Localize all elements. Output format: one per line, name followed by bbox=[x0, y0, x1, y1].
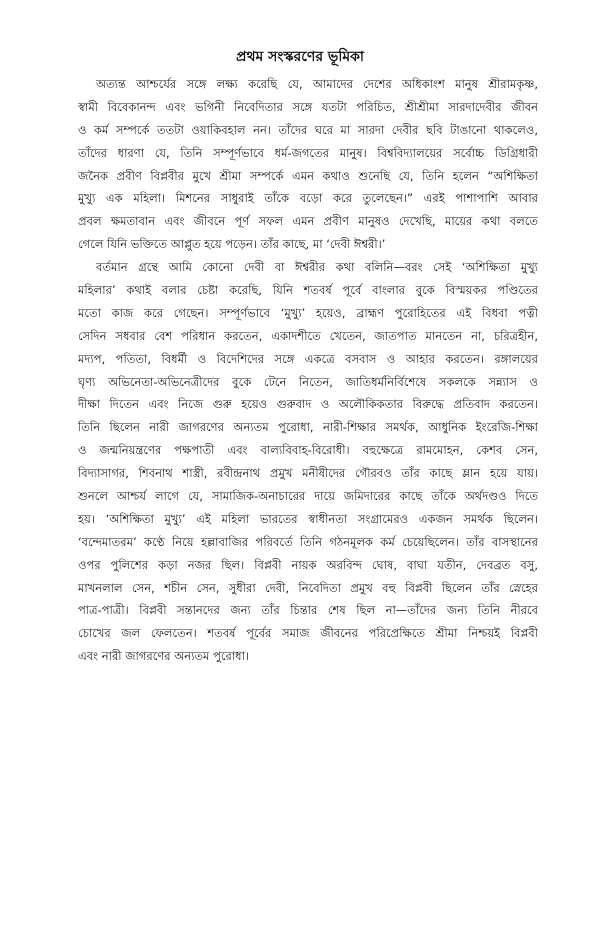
text-line: গেলে যিনি ভক্তিতে আপ্লুত হয়ে পড়েন। তাঁর কাছে, মা ‘দেবী ঈশ্বরী।’ bbox=[78, 237, 386, 252]
paragraph-2 bbox=[78, 256, 538, 668]
text-line: মাখনলাল সেন, শচীন সেন, সুধীরা দেবী, নিবেদিতা প্রমুখ বহু বিপ্লবী ছিলেন তাঁর স্নেহের bbox=[78, 580, 538, 595]
text-line: দীক্ষা দিতেন এবং নিজে গুরু হয়েও গুরুবাদ ও অলৌকিকতার বিরুদ্ধে প্রতিবাদ করতেন। bbox=[78, 397, 538, 412]
text-line: ওপর পুলিশের কড়া নজর ছিল। বিপ্লবী নায়ক অরবিন্দ ঘোষ, বাঘা যতীন, দেবব্রত বসু, bbox=[78, 557, 538, 572]
text-line: ও কর্ম সম্পর্কে ততটা ওয়াকিবহাল নন। তাঁদের ঘরে মা সারদা দেবীর ছবি টাঙানো থাকলেও, bbox=[78, 122, 538, 137]
text-line: চোখের জল ফেলতেন। শতবর্ষ পূর্বের সমাজ জীবনের পরিপ্রেক্ষিতে শ্রীমা নিশ্চয়ই বিপ্লবী bbox=[78, 626, 538, 641]
preface-body bbox=[78, 73, 538, 668]
text-line: তিনি ছিলেন নারী জাগরণের অন্যতম পুরোধা, নারী-শিক্ষার সমর্থক, আধুনিক ইংরেজি-শিক্ষা bbox=[78, 420, 538, 435]
text-line: মদ্যপ, পতিতা, বিধর্মী ও বিদেশিদের সঙ্গে একত্রে বসবাস ও আহার করতেন। রঙ্গালয়ের bbox=[78, 351, 538, 366]
text-line: তাঁদের ধারণা যে, তিনি সম্পূর্ণভাবে ধর্ম-জগতের মানুষ। বিশ্ববিদ্যালয়ের সর্বোচ্চ ডিগ্রিধারী bbox=[78, 145, 538, 160]
text-line: সেদিন সধবার বেশ পরিধান করতেন, একাদশীতে খেতেন, জাতপাত মানতেন না, চরিত্রহীন, bbox=[78, 328, 538, 343]
text-line: শুনলে আশ্চর্য লাগে যে, সামাজিক-অনাচারের দায়ে জমিদারের কাছে তাঁকে অর্থদণ্ডও দিতে bbox=[78, 489, 538, 504]
text-line: মুখ্যু এক মহিলা। মিশনের সাধুরাই তাঁকে বড়ো করে তুলেছেন।” এরই পাশাপাশি আবার bbox=[78, 191, 538, 206]
page-title: প্রথম সংস্করণের ভূমিকা bbox=[236, 49, 364, 65]
text-line: প্রবল ক্ষমতাবান এবং জীবনে পূর্ণ সফল এমন প্রবীণ মানুষও দেখেছি, মায়ের কথা বলতে bbox=[78, 214, 538, 229]
text-line: হয়। ‘অশিক্ষিতা মুখ্যু’ এই মহিলা ভারতের স্বাধীনতা সংগ্রামেরও একজন সমর্থক ছিলেন। bbox=[78, 511, 538, 526]
text-line: এবং নারী জাগরণের অন্যতম পুরোধা। bbox=[78, 649, 250, 664]
paragraph-1 bbox=[78, 73, 538, 256]
text-line: স্বামী বিবেকানন্দ এবং ভগিনী নিবেদিতার সঙ্গে যতটা পরিচিত, শ্রীশ্রীমা সারদাদেবীর জীবন bbox=[78, 99, 538, 114]
text-line: ঘৃণ্য অভিনেতা-অভিনেত্রীদের বুকে টেনে নিতেন, জাতিধর্মনির্বিশেষে সকলকে সন্ন্যাস ও bbox=[78, 374, 538, 389]
text-line: মতো কাজ করে গেছেন। সম্পূর্ণভাবে ‘মুখ্যু’ হয়েও, ব্রাহ্মণ পুরোহিতের এই বিধবা পত্নী bbox=[78, 305, 538, 320]
text-line: অত্যন্ত আশ্চর্যের সঙ্গে লক্ষ্য করেছি যে, আমাদের দেশের অধিকাংশ মানুষ শ্রীরামকৃষ্ণ, bbox=[96, 77, 538, 91]
text-line: পাত্র-পাত্রী। বিপ্লবী সন্তানদের জন্য তাঁর চিন্তার শেষ ছিল না—তাঁদের জন্য তিনি নীরবে bbox=[78, 603, 538, 618]
text-line: বর্তমান গ্রন্থে আমি কোনো দেবী বা ঈশ্বরীর কথা বলিনি—বরং সেই ‘অশিক্ষিতা মুখ্যু bbox=[96, 260, 538, 275]
text-line: ‘বন্দেমাতরম’ কণ্ঠে নিয়ে হল্লাবাজির পরিবর্তে তিনি গঠনমূলক কর্ম চেয়েছিলেন। তাঁর বাসস্থানের bbox=[78, 534, 538, 549]
text-line: ও জন্মনিয়ন্ত্রণের পক্ষপাতী এবং বাল্যবিবাহ-বিরোধী। বহুক্ষেত্রে রামমোহন, কেশব সেন, bbox=[78, 443, 538, 458]
text-line: জনৈক প্রবীণ বিপ্লবীর মুখে শ্রীমা সম্পর্কে এমন কথাও শুনেছি যে, তিনি হলেন “অশিক্ষিতা bbox=[78, 168, 538, 183]
text-line: বিদ্যাসাগর, শিবনাথ শাস্ত্রী, রবীন্দ্রনাথ প্রমুখ মনীষীদের গৌরবও তাঁর কাছে ম্লান হয়ে যায়। bbox=[78, 466, 538, 481]
text-line: মহিলার’ কথাই বলার চেষ্টা করেছি, যিনি শতবর্ষ পূর্বে বাংলার বুকে বিস্ময়কর পণ্ডিতের bbox=[78, 283, 538, 298]
